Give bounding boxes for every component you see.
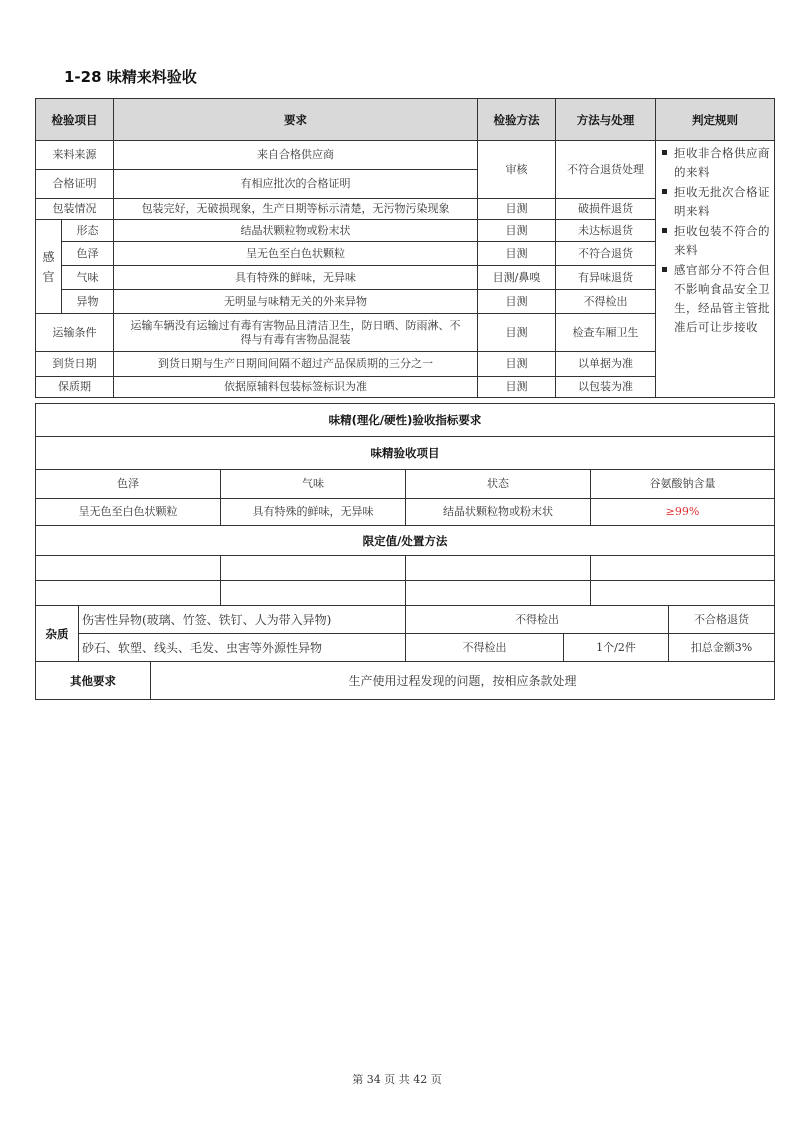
square-bullet-icon <box>662 150 667 155</box>
handling-cell: 以包装为准 <box>556 377 656 398</box>
method-cell: 目测 <box>478 199 556 220</box>
empty-cell <box>406 556 591 581</box>
item-cell: 形态 <box>62 220 114 242</box>
rule-item: 感官部分不符合但不影响食品安全卫生，经品管主管批准后可让步接收 <box>662 261 770 337</box>
method-cell: 目测 <box>478 352 556 377</box>
method-cell: 目测 <box>478 220 556 242</box>
other-label: 其他要求 <box>36 662 151 700</box>
requirement-cell: 包装完好，无破损现象，生产日期等标示清楚，无污物污染现象 <box>114 199 478 220</box>
square-bullet-icon <box>662 228 667 233</box>
impurity-action: 扣总金额3% <box>669 634 775 662</box>
handling-cell: 不符合退货处理 <box>556 141 656 199</box>
method-cell: 目测/鼻嗅 <box>478 266 556 290</box>
empty-cell <box>591 556 775 581</box>
handling-cell: 有异味退货 <box>556 266 656 290</box>
indicator-table <box>35 403 775 606</box>
requirement-cell: 来自合格供应商 <box>114 141 478 170</box>
impurity-row <box>36 606 775 634</box>
item-cell: 包装情况 <box>36 199 114 220</box>
section-title: 味精(理化/硬性)验收指标要求 <box>36 404 775 437</box>
impurity-qty: 1个/2件 <box>564 634 669 662</box>
other-table <box>35 661 775 700</box>
method-cell: 目测 <box>478 314 556 352</box>
item-cell: 来料来源 <box>36 141 114 170</box>
impurity-action: 不合格退货 <box>669 606 775 634</box>
requirement-cell: 到货日期与生产日期间间隔不超过产品保质期的三分之一 <box>114 352 478 377</box>
empty-cell <box>221 581 406 606</box>
header-handling: 方法与处理 <box>556 99 656 141</box>
value-cell: ≥99% <box>591 499 775 526</box>
requirement-cell: 结晶状颗粒物或粉末状 <box>114 220 478 242</box>
handling-cell: 未达标退货 <box>556 220 656 242</box>
empty-cell <box>36 581 221 606</box>
empty-cell <box>221 556 406 581</box>
rule-item: 拒收包装不符合的来料 <box>662 222 770 260</box>
square-bullet-icon <box>662 267 667 272</box>
item-cell: 合格证明 <box>36 170 114 199</box>
impurity-desc: 伤害性异物(玻璃、竹签、铁钉、人为带入异物) <box>79 606 406 634</box>
section-subtitle: 味精验收项目 <box>36 437 775 470</box>
header-requirement: 要求 <box>114 99 478 141</box>
rules-cell <box>656 141 775 398</box>
requirement-cell: 运输车辆没有运输过有毒有害物品且清洁卫生，防日晒、防雨淋、不得与有毒有害物品混装 <box>114 314 478 352</box>
handling-cell: 不得检出 <box>556 290 656 314</box>
empty-cell <box>406 581 591 606</box>
column-header: 气味 <box>221 470 406 499</box>
item-cell: 保质期 <box>36 377 114 398</box>
limit-title: 限定值/处置方法 <box>36 526 775 556</box>
impurity-table <box>35 605 775 662</box>
method-cell: 目测 <box>478 290 556 314</box>
header-item: 检验项目 <box>36 99 114 141</box>
handling-cell: 检查车厢卫生 <box>556 314 656 352</box>
column-header: 色泽 <box>36 470 221 499</box>
sensory-label: 感 官 <box>36 220 62 314</box>
other-row <box>36 662 775 700</box>
page-footer: 第 34 页 共 42 页 <box>352 1073 442 1086</box>
requirement-cell: 呈无色至白色状颗粒 <box>114 242 478 266</box>
column-header: 谷氨酸钠含量 <box>591 470 775 499</box>
item-cell: 到货日期 <box>36 352 114 377</box>
value-cell: 呈无色至白色状颗粒 <box>36 499 221 526</box>
rule-item: 拒收无批次合格证明来料 <box>662 183 770 221</box>
other-text: 生产使用过程发现的问题，按相应条款处理 <box>151 662 775 700</box>
column-header: 状态 <box>406 470 591 499</box>
impurity-limit: 不得检出 <box>406 606 669 634</box>
header-rules: 判定规则 <box>656 99 775 141</box>
impurity-label: 杂质 <box>36 606 79 662</box>
handling-cell: 破损件退货 <box>556 199 656 220</box>
requirement-cell: 依据原辅料包装标签标识为准 <box>114 377 478 398</box>
inspection-table <box>35 98 775 398</box>
page-title: 1-28 味精来料验收 <box>64 68 197 86</box>
item-cell: 气味 <box>62 266 114 290</box>
value-cell: 具有特殊的鲜味，无异味 <box>221 499 406 526</box>
handling-cell: 不符合退货 <box>556 242 656 266</box>
value-row <box>36 499 775 526</box>
empty-cell <box>591 581 775 606</box>
impurity-desc: 砂石、软塑、线头、毛发、虫害等外源性异物 <box>79 634 406 662</box>
value-cell: 结晶状颗粒物或粉末状 <box>406 499 591 526</box>
item-cell: 运输条件 <box>36 314 114 352</box>
empty-row <box>36 556 775 581</box>
column-header-row <box>36 470 775 499</box>
section-row <box>36 526 775 556</box>
item-cell: 异物 <box>62 290 114 314</box>
empty-cell <box>36 556 221 581</box>
square-bullet-icon <box>662 189 667 194</box>
impurity-limit: 不得检出 <box>406 634 564 662</box>
requirement-cell: 有相应批次的合格证明 <box>114 170 478 199</box>
empty-row <box>36 581 775 606</box>
table-row <box>36 141 775 170</box>
impurity-row <box>36 634 775 662</box>
method-cell: 审核 <box>478 141 556 199</box>
handling-cell: 以单据为准 <box>556 352 656 377</box>
section-row <box>36 437 775 470</box>
section-row <box>36 404 775 437</box>
requirement-cell: 具有特殊的鲜味，无异味 <box>114 266 478 290</box>
header-row <box>36 99 775 141</box>
header-method: 检验方法 <box>478 99 556 141</box>
requirement-cell: 无明显与味精无关的外来异物 <box>114 290 478 314</box>
method-cell: 目测 <box>478 377 556 398</box>
item-cell: 色泽 <box>62 242 114 266</box>
method-cell: 目测 <box>478 242 556 266</box>
rule-item: 拒收非合格供应商的来料 <box>662 144 770 182</box>
